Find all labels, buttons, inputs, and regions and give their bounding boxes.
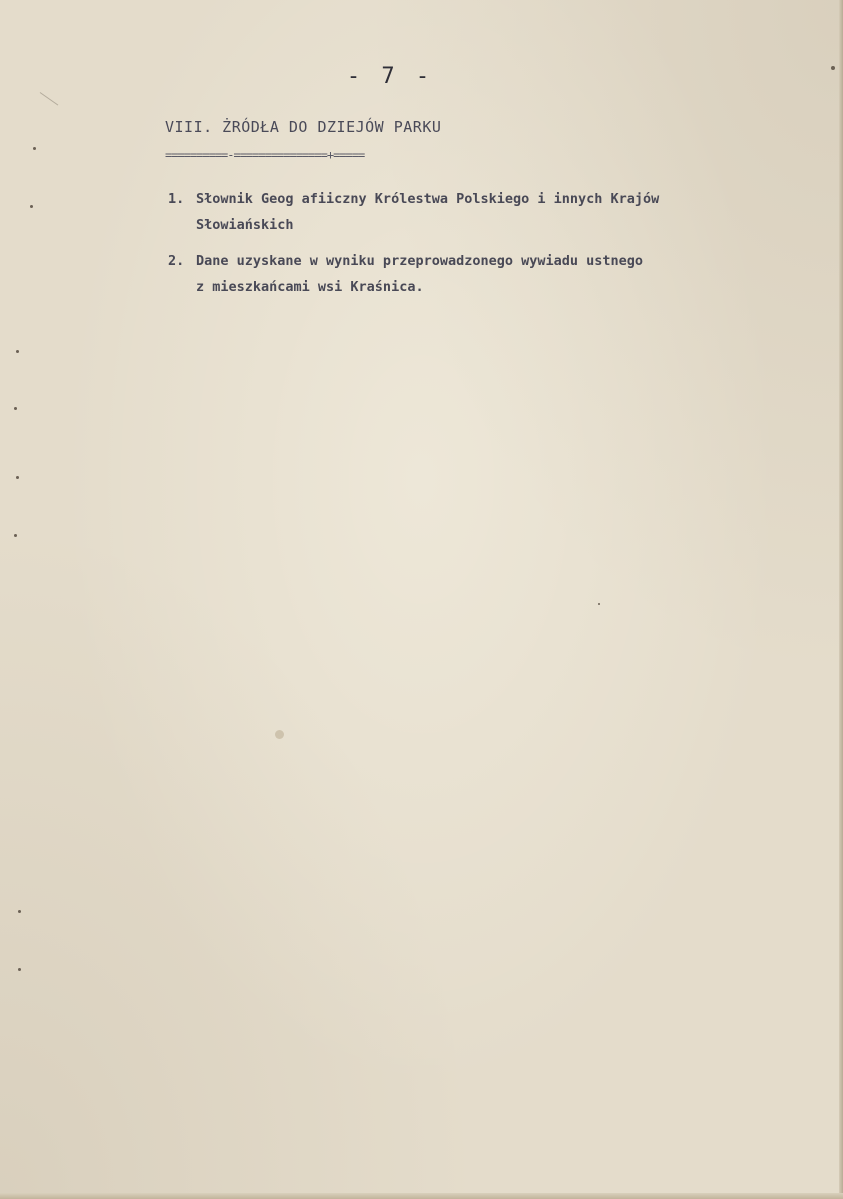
binding-hole-mark — [30, 205, 33, 208]
page-number: - 7 - — [346, 64, 434, 89]
source-item-text: Dane uzyskane w wyniku przeprowadzonego wywiadu ustnego — [196, 253, 644, 269]
paper-edge-right — [839, 0, 843, 1199]
source-item-continuation: z mieszkańcami wsi Kraśnica. — [196, 279, 424, 295]
binding-hole-mark — [18, 910, 21, 913]
section-heading: VIII. ŻRÓDŁA DO DZIEJÓW PARKU — [165, 118, 442, 136]
binding-hole-mark — [33, 147, 36, 150]
heading-underline: ==========-===============+===== — [165, 148, 365, 162]
source-list-item — [168, 248, 808, 300]
binding-hole-mark — [16, 476, 19, 479]
paper-speck — [598, 603, 600, 605]
source-item-first-line — [168, 186, 808, 212]
binding-hole-mark — [14, 407, 17, 410]
binding-hole-mark — [14, 534, 17, 537]
paper-scratch — [40, 92, 59, 105]
paper-edge-bottom — [0, 1193, 843, 1199]
source-item-continuation: Słowiańskich — [196, 217, 294, 233]
source-item-number: 2. — [168, 253, 185, 269]
source-item-first-line — [168, 248, 808, 274]
binding-hole-mark — [16, 350, 19, 353]
source-list-item — [168, 186, 808, 238]
binding-hole-mark — [18, 968, 21, 971]
paper-stain — [275, 730, 284, 739]
source-item-text: Słownik Geog afiiczny Królestwa Polskiego i innych Krajów — [196, 191, 660, 207]
source-item-number: 1. — [168, 191, 185, 207]
paper-speck — [831, 66, 835, 70]
